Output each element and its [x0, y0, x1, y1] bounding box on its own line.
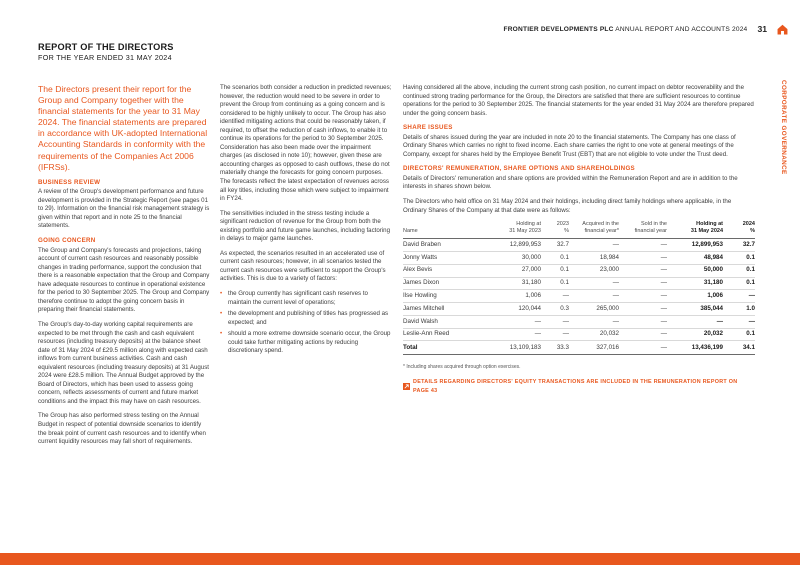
- going-concern-para-3: The Group has also performed stress testing on the Annual Budget in respect of potential downside scenarios to identify the break point of current cash resources and to identify when current liquidity resources may fall short of requirements.: [38, 412, 206, 446]
- page-header: [503, 22, 788, 36]
- page-number: 31: [757, 24, 767, 34]
- share-issues-heading: SHARE ISSUES: [403, 124, 453, 132]
- factors-list: [220, 290, 392, 356]
- scenarios-para: The scenarios both consider a reduction in predicted revenues; however, the reduction would need to be severe in order to prevent the Group from continuing as a going concern and is considered to be highly unlikely to occur. The Group has also identified mitigating actions that could be reasonably taken, if required, to offset the reduction of cash inflows, to enable it to continue its operations for the period to 30 September 2025. Consideration has also been made over the impairment charges (as disclosed in note 10); however, given these are accounting charges as opposed to cash outflows, these do not materially change the forecasts for going concern purposes. The forecasts reflect the latest expectation of revenues across all key titles, including those which were subject to impairment in FY24.: [220, 84, 392, 203]
- table-row: Jonny Watts 30,000 0.1 18,984 — 48,984 0.1: [403, 251, 755, 264]
- lead-paragraph: The Directors present their report for the Group and Company together with the financial statements for the year to 31 May 2024. The financial statements are prepared in accordance with UK-adopted International Accounting Standards in conformity with the requirements of the Companies Act 2006 (IFRSs).: [38, 84, 208, 172]
- page-title: REPORT OF THE DIRECTORS: [38, 42, 174, 52]
- table-row: Ilse Howling 1,006 — — — 1,006 —: [403, 290, 755, 303]
- company-name: FRONTIER DEVELOPMENTS PLC: [503, 25, 614, 33]
- table-row: Leslie-Ann Reed — — 20,032 — 20,032 0.1: [403, 328, 755, 341]
- list-item: • the development and publishing of titles has progressed as expected; and: [220, 310, 392, 327]
- going-concern-para-1: The Group and Company's forecasts and projections, taking account of current cash resources and reasonably possible changes in trading performance, support the conclusion that there is a reasonable expectation that the Group and Company have adequate resources to continue in operational existence for the period to 30 September 2025. The Group and Company therefore continue to adopt the going concern basis in preparing their financial statements.: [38, 246, 210, 314]
- running-header: [503, 26, 747, 33]
- footer-bar: [0, 553, 800, 565]
- remuneration-text: Details of Directors' remuneration and share options are provided within the Remuneration Report and are in addition to the interests in shares shown below.: [403, 174, 738, 191]
- table-row: James Dixon 31,180 0.1 — — 31,180 0.1: [403, 277, 755, 290]
- report-name: ANNUAL REPORT AND ACCOUNTS 2024: [615, 25, 748, 33]
- title-block: [38, 42, 398, 62]
- conclusion-para: Having considered all the above, including the current strong cash position, no current impact on debtor recoverability and the continued strong trading performance for the Group, the Directors are satisfied that there are sufficient resources to continue operations for the period to 30 September 2025. The financial statements for the year ended 31 May 2024 are therefore prepared under the going concern basis.: [403, 84, 754, 117]
- list-item: • should a more extreme downside scenario occur, the Group could take further mitigating actions by reducing discretionary spend.: [220, 330, 392, 356]
- table-row: David Braben 12,899,953 32.7 — — 12,899,953 32.7: [403, 239, 755, 252]
- table-total-row: Total 13,109,183 33.3 327,016 — 13,436,199 34.1: [403, 341, 755, 355]
- factors-para: As expected, the scenarios resulted in an accelerated use of current cash resources; however, in all scenarios tested the current cash resources were sufficient to support the Group's activities. This is due to a variety of factors:: [220, 249, 386, 283]
- business-review-heading: BUSINESS REVIEW: [38, 178, 101, 186]
- col-header-sold: Sold in the financial year: [634, 221, 667, 235]
- arrow-link-icon: [403, 383, 410, 390]
- col-header-pct-2024: 2024 %: [742, 221, 755, 235]
- remuneration-link-text[interactable]: DETAILS REGARDING DIRECTORS' EQUITY TRANSACTIONS ARE INCLUDED IN THE REMUNERATION REPORT ON PAGE 43: [413, 379, 738, 394]
- column-2: [220, 84, 392, 362]
- col-header-holding-2024: Holding at 31 May 2024: [690, 221, 723, 235]
- table-header-row: [403, 221, 755, 239]
- table-footnote: * Including shares acquired through option exercises.: [403, 364, 521, 371]
- going-concern-heading: GOING CONCERN: [38, 237, 96, 245]
- col-header-pct-2023: 2023 %: [556, 221, 569, 235]
- col-header-name: Name: [403, 228, 418, 235]
- table-row: David Walsh — — — — — —: [403, 315, 755, 328]
- remuneration-heading: DIRECTORS' REMUNERATION, SHARE OPTIONS AND SHAREHOLDINGS: [403, 165, 635, 173]
- remuneration-report-link[interactable]: [403, 378, 755, 395]
- side-tab-label: CORPORATE GOVERNANCE: [780, 80, 787, 175]
- holdings-intro: The Directors who held office on 31 May 2024 and their holdings, including direct family holdings where applicable, in the Ordinary Shares of the Company at that date were as follows:: [403, 198, 732, 214]
- going-concern-para-2: The Group's day-to-day working capital requirements are expected to be met through the cash and cash equivalent resources (including treasury deposits) at the balance sheet date of 31 May 2024 of £29.5 million along with expected cash inflows from current business activities. Cash and cash equivalent resources (including treasury deposits) at 31 August 2024 were £28.5 million. The Annual Budget approved by the Board of Directors, which has been used to assess going concern, reflects assessments of current and future market conditions and the impact this may have on cash resources.: [38, 320, 210, 405]
- list-item: • the Group currently has significant cash reserves to maintain the current level of operations;: [220, 290, 392, 307]
- home-icon[interactable]: [777, 24, 788, 35]
- directors-holdings-table: [403, 221, 755, 355]
- sensitivities-para: The sensitivities included in the stress testing include a significant reduction of revenue for the Group from both the existing portfolio and future game launches, including factoring in delays to major game launches.: [220, 209, 390, 243]
- column-3: [403, 84, 755, 395]
- section-side-tab: [780, 80, 790, 190]
- table-row: Alex Bevis 27,000 0.1 23,000 — 50,000 0.1: [403, 264, 755, 277]
- col-header-holding-2023: Holding at 31 May 2023: [509, 221, 541, 235]
- column-1: [38, 84, 210, 453]
- col-header-acquired: Acquired in the financial year*: [582, 221, 619, 235]
- table-row: James Mitchell 120,044 0.3 265,000 — 385,044 1.0: [403, 303, 755, 316]
- business-review-text: A review of the Group's development performance and future development is provided in the Strategic Report (see pages 01 to 29). Information on the financial risk management strategy is given within that report and in note 25 to the financial statements.: [38, 188, 210, 230]
- share-issues-text: Details of shares issued during the year are included in note 20 to the financial statements. The Company has one class of Ordinary Shares which carries no right to fixed income. Each share carries the right to one vote at general meetings of the Company, except for shares held by the Employee Benefit Trust (EBT) that are not eligible to vote under the Trust deed.: [403, 133, 736, 158]
- page-subtitle: FOR THE YEAR ENDED 31 MAY 2024: [38, 53, 172, 62]
